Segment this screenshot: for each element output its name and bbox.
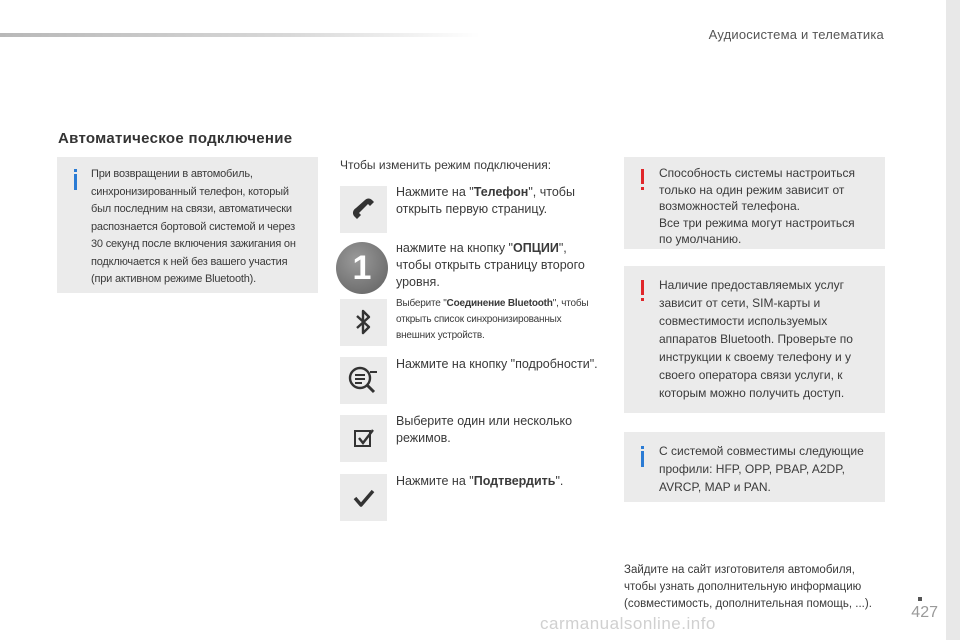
warning-note-box-2 [624, 266, 885, 413]
warning-note-box-1 [624, 157, 885, 249]
step-select: Выберите один или несколько режимов. [396, 414, 573, 445]
bluetooth-icon [340, 299, 387, 346]
page-number: 427 [911, 604, 938, 621]
step-details: Нажмите на кнопку "подробности". [396, 357, 598, 371]
phone-tile [340, 186, 387, 233]
select-tile [340, 415, 387, 462]
bluetooth-tile [340, 299, 387, 346]
warning-note-text-1: Способность системы настроиться только на один режим зависит от возможностей телефона. Все три режима могут настроиться по умолчанию. [659, 166, 855, 246]
confirm-tile [340, 474, 387, 521]
step-confirm: Нажмите на "Подтвердить". [396, 474, 564, 488]
page-edge-strip [946, 0, 960, 640]
checkbox-icon [340, 415, 387, 462]
step-options: нажмите на кнопку "ОПЦИИ", чтобы открыть страницу второго уровня. [396, 241, 585, 289]
page-header-title: Аудиосистема и телематика [708, 27, 884, 42]
warning-note-text-2: Наличие предоставляемых услуг зависит от сети, SIM-карты и совместимости используемых аппаратов Bluetooth. Проверьте по инструкции к своему телефону и у своего оператора связи услуги, к которым можно получить доступ. [659, 278, 853, 400]
warning-icon [641, 280, 644, 295]
footer-note: Зайдите на сайт изготовителя автомобиля, чтобы узнать дополнительную информацию (совместимость, дополнительная помощь, ...). [624, 564, 872, 610]
page-marker-dot [918, 597, 922, 601]
section-title: Автоматическое подключение [58, 130, 293, 147]
details-tile [340, 357, 387, 404]
info-note-box [57, 157, 318, 293]
step-bluetooth: Выберите "Соединение Bluetooth", чтобы открыть список синхронизированных внешних устройств. [396, 298, 589, 341]
header-accent-bar [0, 33, 480, 37]
info-icon [74, 174, 77, 190]
info-icon [641, 451, 644, 467]
info-note-box-2 [624, 432, 885, 502]
warning-icon [641, 169, 644, 184]
checkmark-icon [340, 474, 387, 521]
step-phone: Нажмите на "Телефон", чтобы открыть первую страницу. [396, 185, 575, 216]
info-note-text-2: С системой совместимы следующие профили: HFP, OPP, PBAP, A2DP, AVRCP, MAP и PAN. [659, 444, 864, 494]
info-note-text: При возвращении в автомобиль, синхронизированный телефон, который был последним на связи, автоматически распознается бортовой системой и через 30 секунд после включения зажигания он подключается к ней без вашего участия (при активном режиме Bluetooth). [91, 168, 296, 285]
details-magnifier-icon [340, 357, 387, 404]
watermark: carmanualsonline.info [540, 614, 716, 633]
steps-intro: Чтобы изменить режим подключения: [340, 158, 552, 172]
phone-icon [340, 186, 387, 233]
step-number-badge: 1 [336, 242, 388, 294]
